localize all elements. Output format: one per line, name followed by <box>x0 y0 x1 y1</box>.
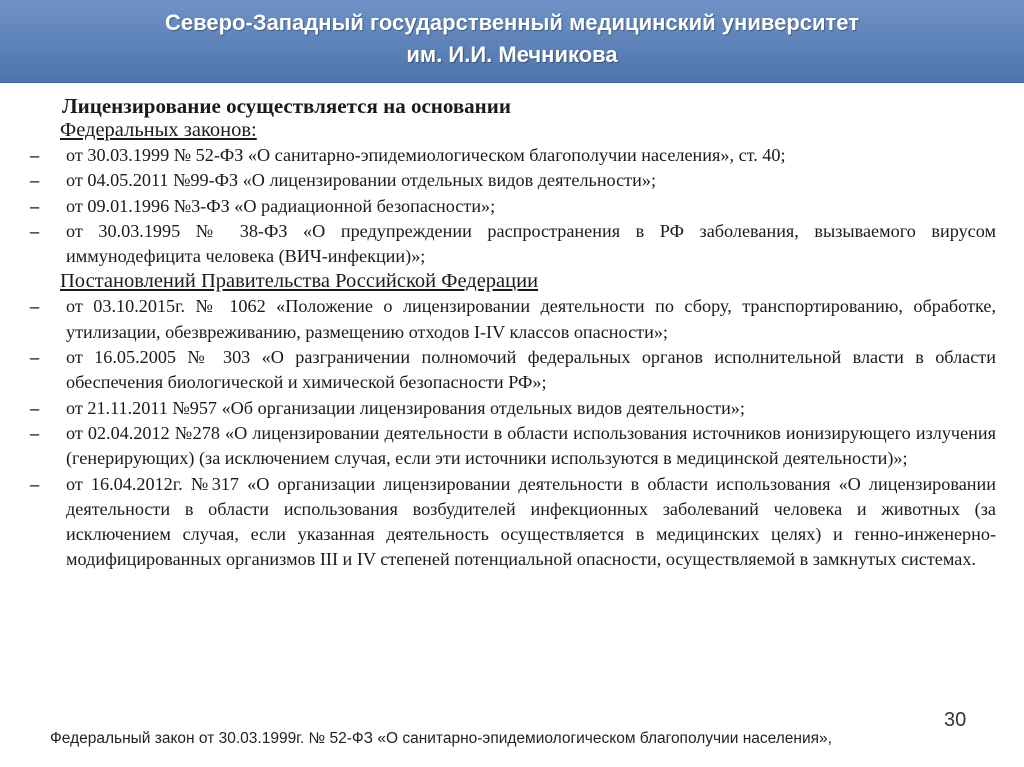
list-item-text: от 16.05.2005 № 303 «О разграничении полномочий федеральных органов исполнительной власти в области обеспечения биологической и химической безопасности РФ»; <box>66 347 996 393</box>
page-number: 30 <box>944 709 967 731</box>
slide-header <box>0 0 1024 83</box>
list-item-text: от 21.11.2011 №957 «Об организации лицензирования отдельных видов деятельности»; <box>66 397 745 418</box>
list-item-text: от 30.03.1995 № 38-ФЗ «О предупреждении распространения в РФ заболевания, вызываемого вирусом иммунодефицита человека (ВИЧ-инфекции)»; <box>66 220 996 267</box>
footer-caption: Федеральный закон от 30.03.1999г. № 52-ФЗ «О санитарно-эпидемиологическом благополучии населения», <box>50 730 832 747</box>
section-title-federal-laws: Федеральных законов: <box>60 119 257 141</box>
bullet-dash: – <box>30 296 40 317</box>
bullet-dash: – <box>30 170 40 191</box>
list-item-text: от 03.10.2015г. № 1062 «Положение о лицензировании деятельности по сбору, транспортированию, обработке, утилизации, обезвреживанию, размещению отходов I-IV классов опасности»; <box>66 296 996 342</box>
list-item <box>30 143 996 168</box>
bullet-dash: – <box>30 347 40 368</box>
list-item <box>30 421 996 472</box>
list-item <box>30 168 996 193</box>
bullet-dash: – <box>30 473 40 494</box>
list-item <box>30 219 996 270</box>
bullet-dash: – <box>30 145 40 165</box>
list-item-text: от 16.04.2012г. №317 «О организации лицензировании деятельности в области использования «О лицензировании деятельности в области использования возбудителей инфекционных заболеваний человека и животных (за исключением случая, если указанная деятельность осуществляется в медицинских целях) и генно-инженерно-модифицированных организмов III и IV степеней потенциальной опасности, осуществляемой в замкнутых системах. <box>66 473 996 570</box>
list-item <box>30 396 996 421</box>
list-item <box>30 345 996 396</box>
bullet-dash: – <box>30 422 40 443</box>
content-heading: Лицензирование осуществляется на основании <box>62 94 511 118</box>
list-item-text: от 02.04.2012 №278 «О лицензировании деятельности в области использования источников ионизирующего излучения (генерирующих) (за исключением случая, если эти источники используются в медицинской деятельности)»; <box>66 422 996 469</box>
list-item <box>30 194 996 219</box>
list-item <box>30 294 996 345</box>
bullet-dash: – <box>30 195 40 216</box>
university-name: Северо-Западный государственный медицинский университет <box>164 10 860 35</box>
bullet-dash: – <box>30 220 40 241</box>
list-item-text: от 09.01.1996 №3-ФЗ «О радиационной безопасности»; <box>66 195 496 216</box>
bullet-dash: – <box>30 397 40 418</box>
slide-content <box>30 94 996 573</box>
list-item-text: от 30.03.1999 № 52-ФЗ «О санитарно-эпидемиологическом благополучии населения», ст. 40; <box>66 145 786 165</box>
university-subtitle: им. И.И. Мечникова <box>406 42 618 67</box>
section-title-government-decrees: Постановлений Правительства Российской Федерации <box>60 270 539 293</box>
list-item-text: от 04.05.2011 №99-ФЗ «О лицензировании отдельных видов деятельности»; <box>66 170 657 191</box>
list-item <box>30 472 996 573</box>
